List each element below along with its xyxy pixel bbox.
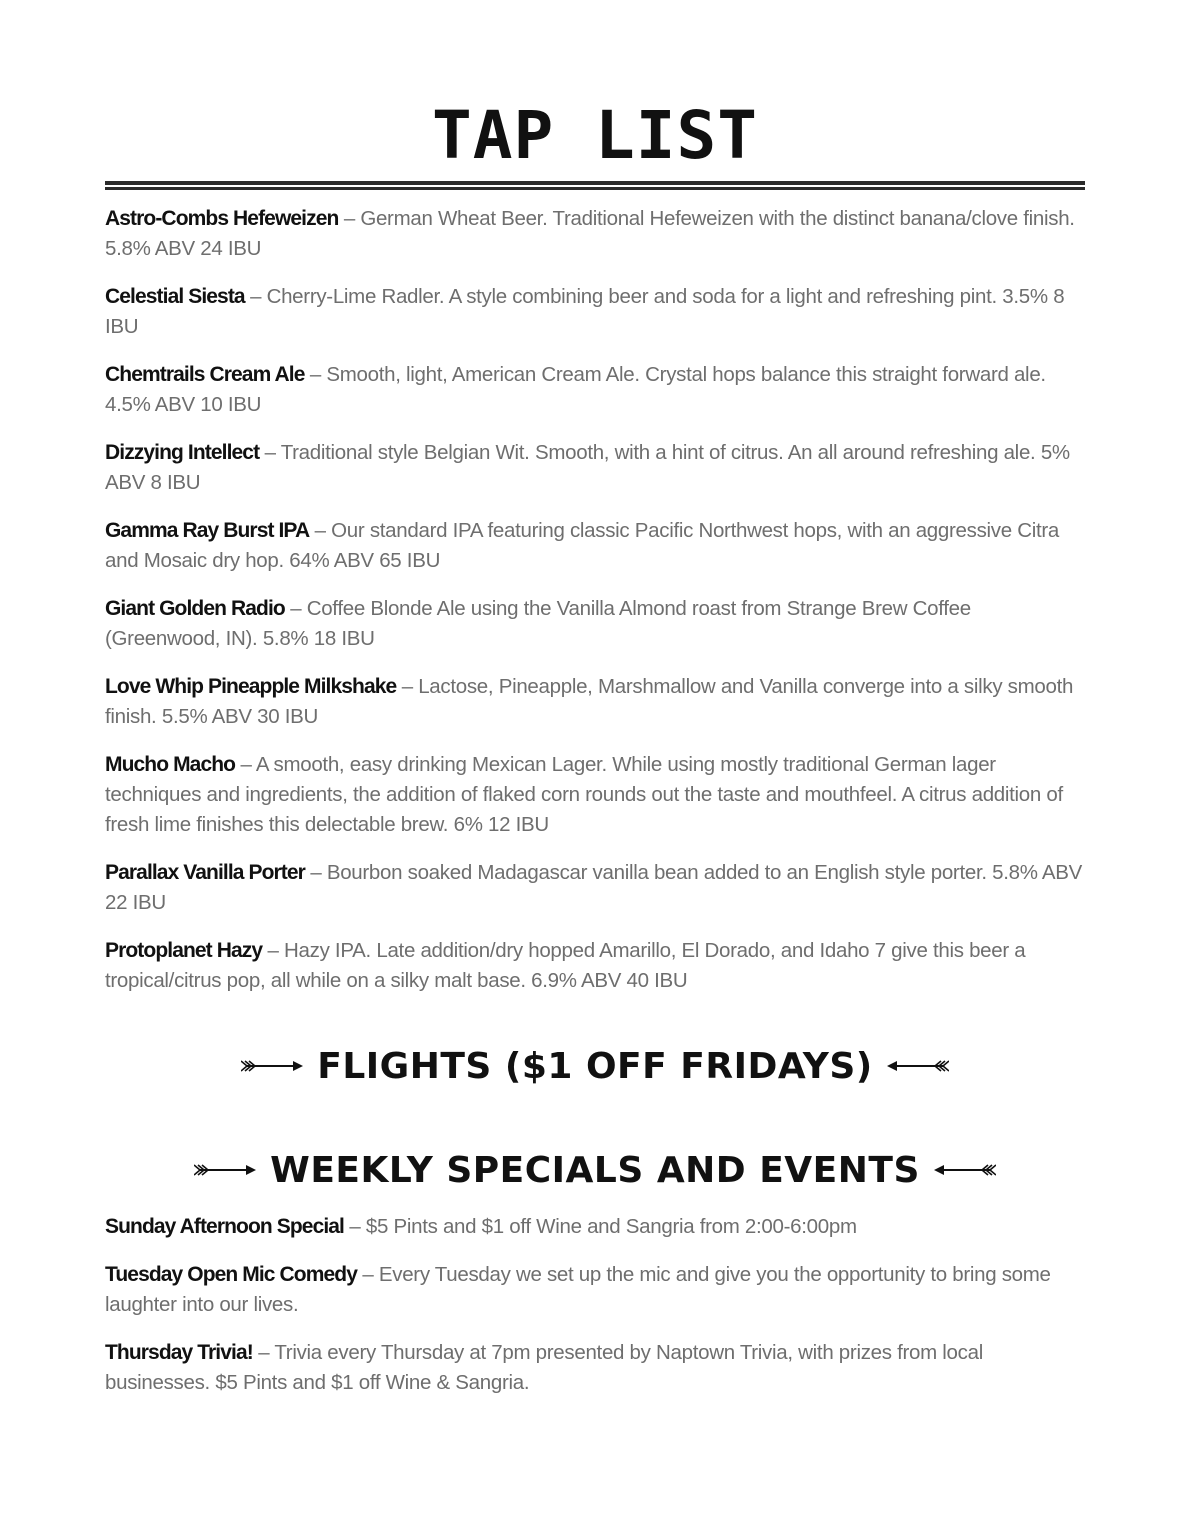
arrow-left-icon: [887, 1058, 949, 1074]
tap-item: [105, 750, 1085, 840]
tap-description: – Lactose, Pineapple, Marshmallow and Vanilla converge into a silky smooth finish. 5.5% ABV 30 IBU: [105, 675, 1074, 728]
event-name: Tuesday Open Mic Comedy: [105, 1263, 357, 1286]
tap-description: – Our standard IPA featuring classic Pacific Northwest hops, with an aggressive Citra and Mosaic dry hop. 64% ABV 65 IBU: [105, 519, 1060, 572]
tap-name: Giant Golden Radio: [105, 597, 285, 620]
event-description: – Every Tuesday we set up the mic and give you the opportunity to bring some laughter into our lives.: [105, 1263, 1051, 1316]
tap-description: – A smooth, easy drinking Mexican Lager. While using mostly traditional German lager techniques and ingredients, the addition of flaked corn rounds out the taste and mouthfeel. A citrus addition of fresh lime finishes this delectable brew. 6% 12 IBU: [105, 753, 1063, 836]
tap-list: [105, 204, 1085, 1014]
arrow-left-icon: [934, 1162, 996, 1178]
tap-name: Mucho Macho: [105, 753, 236, 776]
arrow-right-icon: [194, 1162, 256, 1178]
event-description: – Trivia every Thursday at 7pm presented by Naptown Trivia, with prizes from local businesses. $5 Pints and $1 off Wine & Sangria.: [105, 1341, 983, 1394]
tap-name: Love Whip Pineapple Milkshake: [105, 675, 397, 698]
tap-item: [105, 204, 1085, 264]
tap-item: [105, 936, 1085, 996]
tap-description: – Bourbon soaked Madagascar vanilla bean added to an English style porter. 5.8% ABV 22 IBU: [105, 861, 1083, 914]
title-rule-bottom: [105, 187, 1085, 190]
event-description: – $5 Pints and $1 off Wine and Sangria from 2:00-6:00pm: [344, 1215, 857, 1238]
tap-name: Gamma Ray Burst IPA: [105, 519, 310, 542]
tap-name: Astro-Combs Hefeweizen: [105, 207, 339, 230]
tap-name: Chemtrails Cream Ale: [105, 363, 305, 386]
event-item: [105, 1212, 1085, 1242]
event-item: [105, 1260, 1085, 1320]
event-name: Thursday Trivia!: [105, 1341, 253, 1364]
event-item: [105, 1338, 1085, 1398]
flights-heading-text: FLIGHTS ($1 OFF FRIDAYS): [317, 1045, 873, 1087]
events-list: [105, 1212, 1085, 1416]
tap-description: – Smooth, light, American Cream Ale. Crystal hops balance this straight forward ale. 4.5% ABV 10 IBU: [105, 363, 1046, 416]
tap-name: Protoplanet Hazy: [105, 939, 263, 962]
tap-item: [105, 516, 1085, 576]
tap-description: – Cherry-Lime Radler. A style combining beer and soda for a light and refreshing pint. 3.5% 8 IBU: [105, 285, 1065, 338]
tap-item: [105, 360, 1085, 420]
tap-description: – German Wheat Beer. Traditional Hefeweizen with the distinct banana/clove finish. 5.8% ABV 24 IBU: [105, 207, 1075, 260]
tap-description: – Coffee Blonde Ale using the Vanilla Almond roast from Strange Brew Coffee (Greenwood, IN). 5.8% 18 IBU: [105, 597, 971, 650]
page-title: TAP LIST: [432, 97, 758, 174]
tap-name: Parallax Vanilla Porter: [105, 861, 305, 884]
tap-item: [105, 438, 1085, 498]
tap-name: Celestial Siesta: [105, 285, 245, 308]
title-rule-top: [105, 181, 1085, 185]
tap-item: [105, 672, 1085, 732]
arrow-right-icon: [241, 1058, 303, 1074]
tap-name: Dizzying Intellect: [105, 441, 260, 464]
weekly-heading: [105, 1146, 1085, 1194]
flights-heading: [105, 1042, 1085, 1090]
event-name: Sunday Afternoon Special: [105, 1215, 344, 1238]
tap-item: [105, 858, 1085, 918]
tap-item: [105, 594, 1085, 654]
tap-description: – Hazy IPA. Late addition/dry hopped Amarillo, El Dorado, and Idaho 7 give this beer a tropical/citrus pop, all while on a silky malt base. 6.9% ABV 40 IBU: [105, 939, 1026, 992]
weekly-heading-text: WEEKLY SPECIALS AND EVENTS: [270, 1149, 920, 1191]
tap-item: [105, 282, 1085, 342]
tap-description: – Traditional style Belgian Wit. Smooth, with a hint of citrus. An all around refreshing ale. 5% ABV 8 IBU: [105, 441, 1070, 494]
